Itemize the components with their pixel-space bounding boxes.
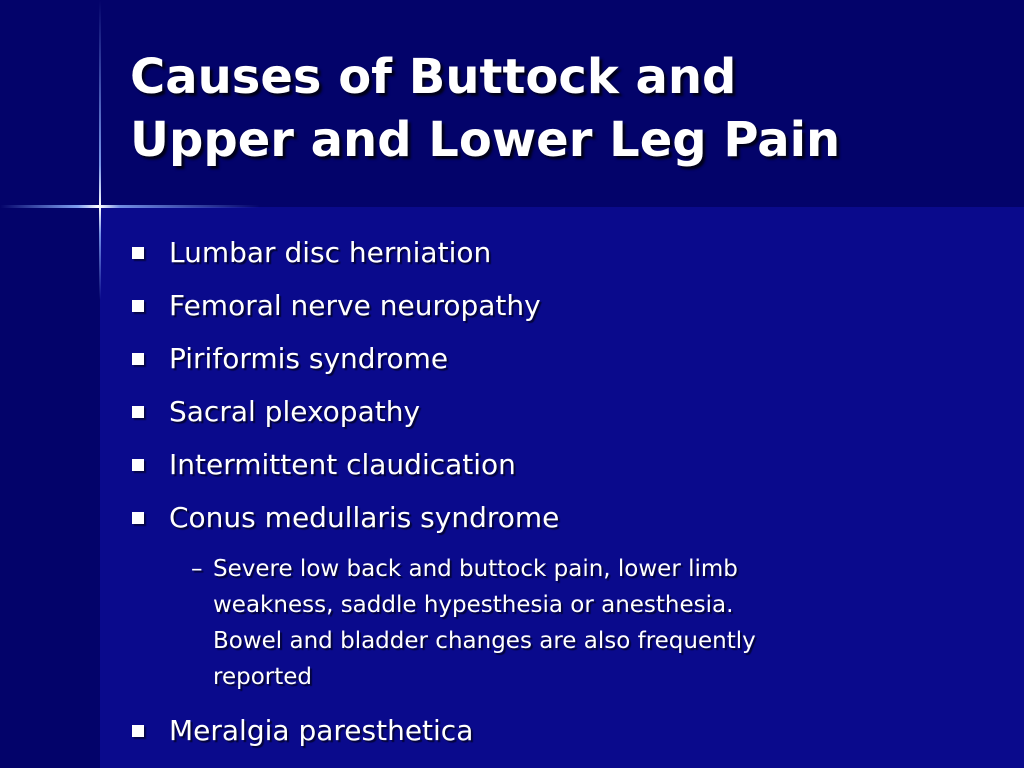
bullet-item	[130, 704, 1010, 757]
bullet-list	[130, 226, 1010, 757]
bullet-text: Lumbar disc herniation	[169, 236, 492, 269]
bullet-item	[130, 332, 1010, 385]
square-bullet-icon	[132, 300, 144, 312]
bullet-item	[130, 438, 1010, 491]
square-bullet-icon	[132, 512, 144, 524]
dash-bullet-icon: –	[191, 556, 203, 582]
bullet-text: Piriformis syndrome	[169, 342, 449, 375]
sub-bullet-line-1: Severe low back and buttock pain, lower limb	[213, 556, 738, 582]
sub-bullet-item	[191, 544, 953, 704]
bullet-text: Femoral nerve neuropathy	[169, 289, 541, 322]
sub-bullet-line-4: reported	[213, 664, 312, 690]
bullet-text: Meralgia paresthetica	[169, 714, 474, 747]
slide-title-line-1: Causes of Buttock and	[130, 49, 737, 105]
decorative-horizontal-line	[0, 205, 260, 208]
square-bullet-icon	[132, 725, 144, 737]
slide-title-line-2: Upper and Lower Leg Pain	[130, 112, 841, 168]
square-bullet-icon	[132, 406, 144, 418]
bullet-item	[130, 226, 1010, 279]
left-band	[0, 207, 100, 768]
bullet-text: Sacral plexopathy	[169, 395, 421, 428]
bullet-text: Intermittent claudication	[169, 448, 516, 481]
bullet-text: Conus medullaris syndrome	[169, 501, 560, 534]
square-bullet-icon	[132, 353, 144, 365]
square-bullet-icon	[132, 247, 144, 259]
bullet-item	[130, 279, 1010, 332]
square-bullet-icon	[132, 459, 144, 471]
decorative-vertical-line	[99, 0, 101, 300]
bullet-item	[130, 491, 1010, 544]
sub-bullet-line-3: Bowel and bladder changes are also frequently	[213, 628, 756, 654]
slide-title	[130, 46, 1010, 172]
sub-bullet-line-2: weakness, saddle hypesthesia or anesthesia.	[213, 592, 734, 618]
bullet-item	[130, 385, 1010, 438]
